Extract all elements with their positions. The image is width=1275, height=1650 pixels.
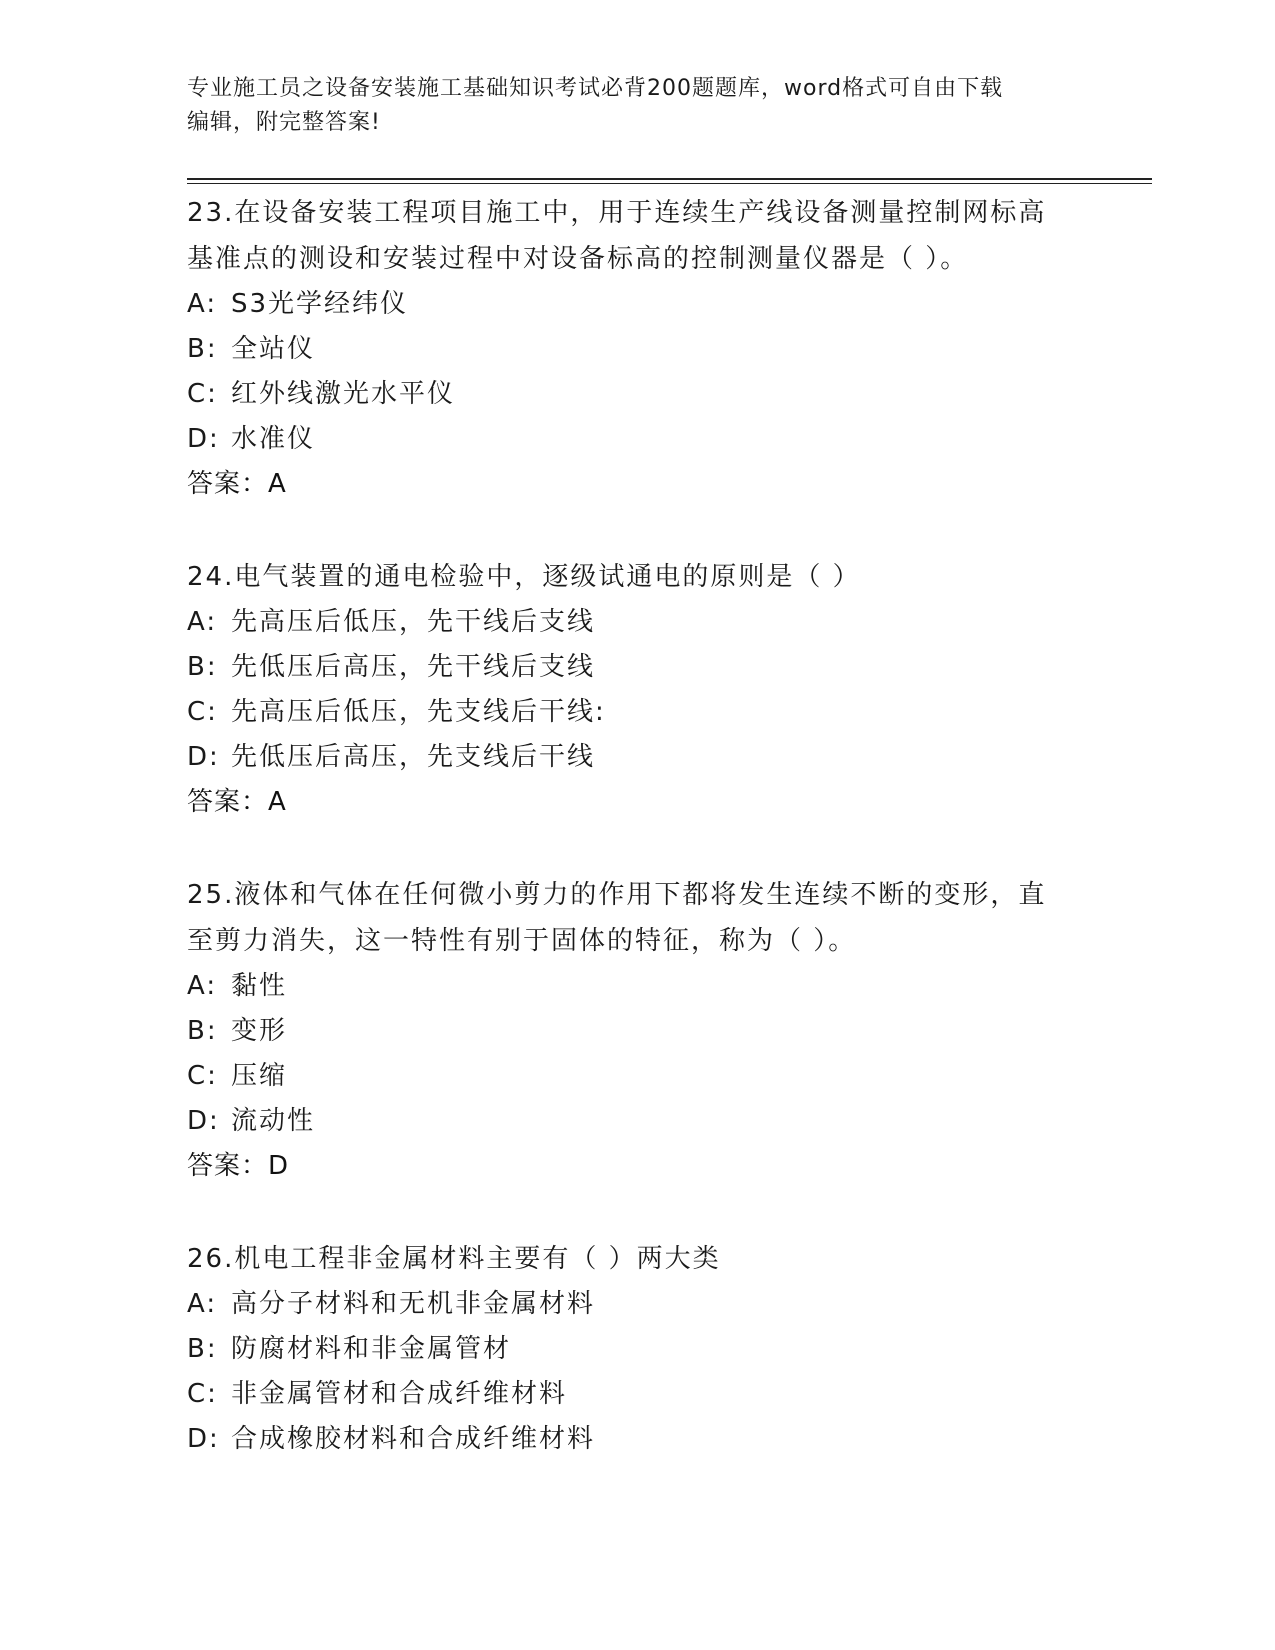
option-d — [187, 417, 1087, 462]
option-a — [187, 964, 1087, 1009]
option-a — [187, 600, 1087, 645]
option-text: 先高压后低压，先支线后干线: — [231, 697, 606, 727]
option-text: 防腐材料和非金属管材 — [231, 1334, 512, 1364]
question-25 — [187, 872, 1087, 1189]
option-text: 高分子材料和无机非金属材料 — [231, 1289, 596, 1319]
option-letter: C: — [187, 697, 218, 727]
header-title-line-2: 编辑，附完整答案! — [187, 110, 381, 135]
option-letter: D: — [187, 742, 220, 772]
answer: 答案：A — [187, 469, 287, 499]
question-stem-line: 23.在设备安装工程项目施工中，用于连续生产线设备测量控制网标高 — [187, 198, 1047, 228]
option-letter: D: — [187, 1424, 220, 1454]
answer: 答案：A — [187, 787, 287, 817]
option-text: 先低压后高压，先干线后支线 — [231, 652, 596, 682]
option-b — [187, 645, 1087, 690]
question-24 — [187, 554, 1087, 825]
header-title-line-1: 专业施工员之设备安装施工基础知识考试必背200题题库，word格式可自由下载 — [187, 76, 1004, 101]
option-letter: D: — [187, 424, 220, 454]
header-divider-thin — [187, 183, 1152, 184]
question-stem-line: 至剪力消失，这一特性有别于固体的特征，称为（ ）。 — [187, 926, 857, 956]
question-list — [187, 190, 1087, 1509]
option-text: 合成橡胶材料和合成纤维材料 — [231, 1424, 596, 1454]
option-text: 变形 — [231, 1016, 288, 1046]
option-text: 先高压后低压，先干线后支线 — [231, 607, 596, 637]
option-b — [187, 327, 1087, 372]
option-c — [187, 1372, 1087, 1417]
option-text: 压缩 — [231, 1061, 288, 1091]
option-text: 红外线激光水平仪 — [231, 379, 456, 409]
option-a — [187, 1282, 1087, 1327]
question-stem-line: 26.机电工程非金属材料主要有（ ）两大类 — [187, 1244, 721, 1274]
option-c — [187, 372, 1087, 417]
option-d — [187, 1417, 1087, 1462]
option-letter: D: — [187, 1106, 220, 1136]
option-letter: A: — [187, 607, 218, 637]
option-letter: B: — [187, 652, 218, 682]
option-text: S3光学经纬仪 — [231, 289, 409, 319]
option-letter: A: — [187, 289, 218, 319]
option-letter: B: — [187, 1016, 218, 1046]
option-b — [187, 1327, 1087, 1372]
option-b — [187, 1009, 1087, 1054]
option-c — [187, 690, 1087, 735]
question-26 — [187, 1236, 1087, 1462]
question-stem-line: 24.电气装置的通电检验中，逐级试通电的原则是（ ） — [187, 562, 861, 592]
answer: 答案：D — [187, 1151, 290, 1181]
option-letter: A: — [187, 1289, 218, 1319]
option-letter: C: — [187, 1061, 218, 1091]
option-a — [187, 282, 1087, 327]
option-text: 流动性 — [231, 1106, 316, 1136]
option-letter: B: — [187, 1334, 218, 1364]
option-text: 黏性 — [231, 971, 288, 1001]
option-letter: B: — [187, 334, 218, 364]
question-stem-line: 25.液体和气体在任何微小剪力的作用下都将发生连续不断的变形，直 — [187, 880, 1047, 910]
document-header — [187, 72, 1087, 140]
header-divider-thick — [187, 178, 1152, 180]
option-d — [187, 1099, 1087, 1144]
option-letter: C: — [187, 379, 218, 409]
question-stem-line: 基准点的测设和安装过程中对设备标高的控制测量仪器是（ ）。 — [187, 244, 969, 274]
option-letter: A: — [187, 971, 218, 1001]
option-d — [187, 735, 1087, 780]
option-letter: C: — [187, 1379, 218, 1409]
question-23 — [187, 190, 1087, 507]
option-text: 水准仪 — [231, 424, 316, 454]
option-c — [187, 1054, 1087, 1099]
option-text: 全站仪 — [231, 334, 316, 364]
option-text: 非金属管材和合成纤维材料 — [231, 1379, 568, 1409]
option-text: 先低压后高压，先支线后干线 — [231, 742, 596, 772]
